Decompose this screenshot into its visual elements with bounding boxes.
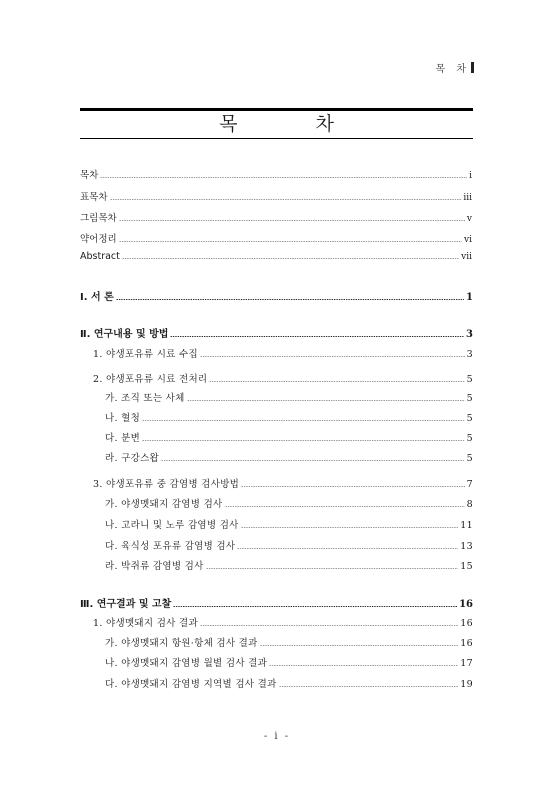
dot-leader	[269, 665, 458, 666]
toc-entry-contents[interactable]	[80, 167, 472, 181]
toc-label: 1. 야생포유류 시료 수집	[93, 349, 198, 360]
dot-leader	[187, 400, 465, 401]
dot-leader	[116, 299, 464, 300]
toc-label: 나. 야생멧돼지 감염병 월별 검사 결과	[105, 658, 268, 669]
toc-label: 가. 야생멧돼지 항원·항체 검사 결과	[105, 638, 258, 649]
toc-subsection[interactable]	[105, 496, 473, 510]
toc-label: 3. 야생포유류 중 감염병 검사방법	[93, 479, 240, 490]
toc-page: 8	[466, 499, 473, 510]
dot-leader	[170, 336, 464, 337]
toc-label: 2. 야생포유류 시료 전처리	[93, 374, 208, 385]
toc-label: Abstract	[80, 251, 120, 262]
toc-subsection[interactable]	[105, 538, 473, 552]
toc-page: 3	[466, 349, 473, 360]
toc-subsection[interactable]	[105, 430, 473, 444]
toc-label: 1. 야생멧돼지 검사 결과	[93, 618, 198, 629]
toc-label: 라. 박쥐류 감염병 검사	[105, 561, 204, 572]
toc-label: 다. 분변	[105, 433, 141, 444]
toc-page: 11	[460, 520, 473, 531]
toc-page: i	[469, 171, 472, 181]
dot-leader	[119, 220, 465, 221]
toc-section-3-1[interactable]	[93, 615, 473, 629]
toc-section-2-3[interactable]	[93, 476, 473, 490]
toc-page: vi	[464, 235, 472, 245]
toc-label: Ⅱ. 연구내용 및 방법	[80, 329, 169, 340]
toc-subsection[interactable]	[105, 635, 473, 649]
dot-leader	[279, 686, 459, 687]
toc-entry-list-of-tables[interactable]	[80, 189, 472, 203]
toc-label: 나. 혈청	[105, 413, 141, 424]
toc-page: 19	[460, 679, 473, 690]
toc-section-2-1[interactable]	[93, 346, 473, 360]
dot-leader	[200, 356, 465, 357]
running-header-title: 목 차	[435, 64, 470, 75]
dot-leader	[110, 199, 462, 200]
toc-label: 나. 고라니 및 노루 감염병 검사	[105, 520, 239, 531]
toc-page: 15	[460, 561, 473, 572]
toc-entry-abbreviations[interactable]	[80, 231, 472, 245]
toc-subsection[interactable]	[105, 558, 473, 572]
toc-page: 5	[466, 393, 473, 404]
toc-label: 가. 조직 또는 사체	[105, 393, 185, 404]
dot-leader	[122, 258, 459, 259]
toc-page: 16	[460, 638, 473, 649]
dot-leader	[241, 527, 459, 528]
dot-leader	[206, 568, 459, 569]
toc-chapter-3[interactable]	[80, 595, 473, 610]
toc-page: 17	[460, 658, 473, 669]
toc-label: Ⅰ. 서 론	[80, 292, 114, 303]
toc-page: 16	[459, 599, 473, 610]
dot-leader	[119, 241, 462, 242]
toc-page: vii	[461, 252, 472, 262]
toc-label: 약어정리	[80, 234, 117, 245]
toc-subsection[interactable]	[105, 655, 473, 669]
toc-label: 목차	[80, 170, 99, 181]
toc-label: 다. 육식성 포유류 감염병 검사	[105, 541, 236, 552]
toc-subsection[interactable]	[105, 676, 473, 690]
dot-leader	[161, 460, 465, 461]
toc-page: 7	[466, 479, 473, 490]
dot-leader	[200, 625, 458, 626]
toc-chapter-1[interactable]	[80, 288, 473, 303]
dot-leader	[209, 381, 464, 382]
dot-leader	[173, 606, 457, 607]
toc-entry-abstract[interactable]	[80, 251, 472, 262]
toc-chapter-2[interactable]	[80, 325, 473, 340]
toc-page: v	[466, 214, 472, 224]
page-number: - i -	[263, 731, 291, 742]
toc-label: 라. 구강스왑	[105, 453, 160, 464]
toc-entry-list-of-figures[interactable]	[80, 210, 472, 224]
toc-label: Ⅲ. 연구결과 및 고찰	[80, 599, 172, 610]
toc-label: 다. 야생멧돼지 감염병 지역별 검사 결과	[105, 679, 277, 690]
toc-page: 3	[466, 329, 473, 340]
toc-subsection[interactable]	[105, 517, 473, 531]
dot-leader	[260, 645, 459, 646]
toc-page: iii	[463, 193, 472, 203]
toc-page: 13	[460, 541, 473, 552]
toc-subsection[interactable]	[105, 450, 473, 464]
dot-leader	[100, 177, 467, 178]
toc-label: 그림목차	[80, 213, 117, 224]
toc-label: 가. 야생멧돼지 감염병 검사	[105, 499, 223, 510]
toc-page: 1	[466, 292, 473, 303]
toc-subsection[interactable]	[105, 390, 473, 404]
dot-leader	[142, 420, 465, 421]
toc-page: 5	[466, 453, 473, 464]
toc-label: 표목차	[80, 192, 108, 203]
toc-subsection[interactable]	[105, 410, 473, 424]
dot-leader	[142, 440, 465, 441]
toc-page: 5	[466, 374, 473, 385]
toc-page: 5	[466, 413, 473, 424]
dot-leader	[237, 548, 458, 549]
page-title-text: 목 차	[219, 113, 370, 135]
dot-leader	[241, 486, 464, 487]
toc-page: 5	[466, 433, 473, 444]
dot-leader	[225, 506, 465, 507]
toc-section-2-2[interactable]	[93, 371, 473, 385]
toc-page: 16	[460, 618, 473, 629]
